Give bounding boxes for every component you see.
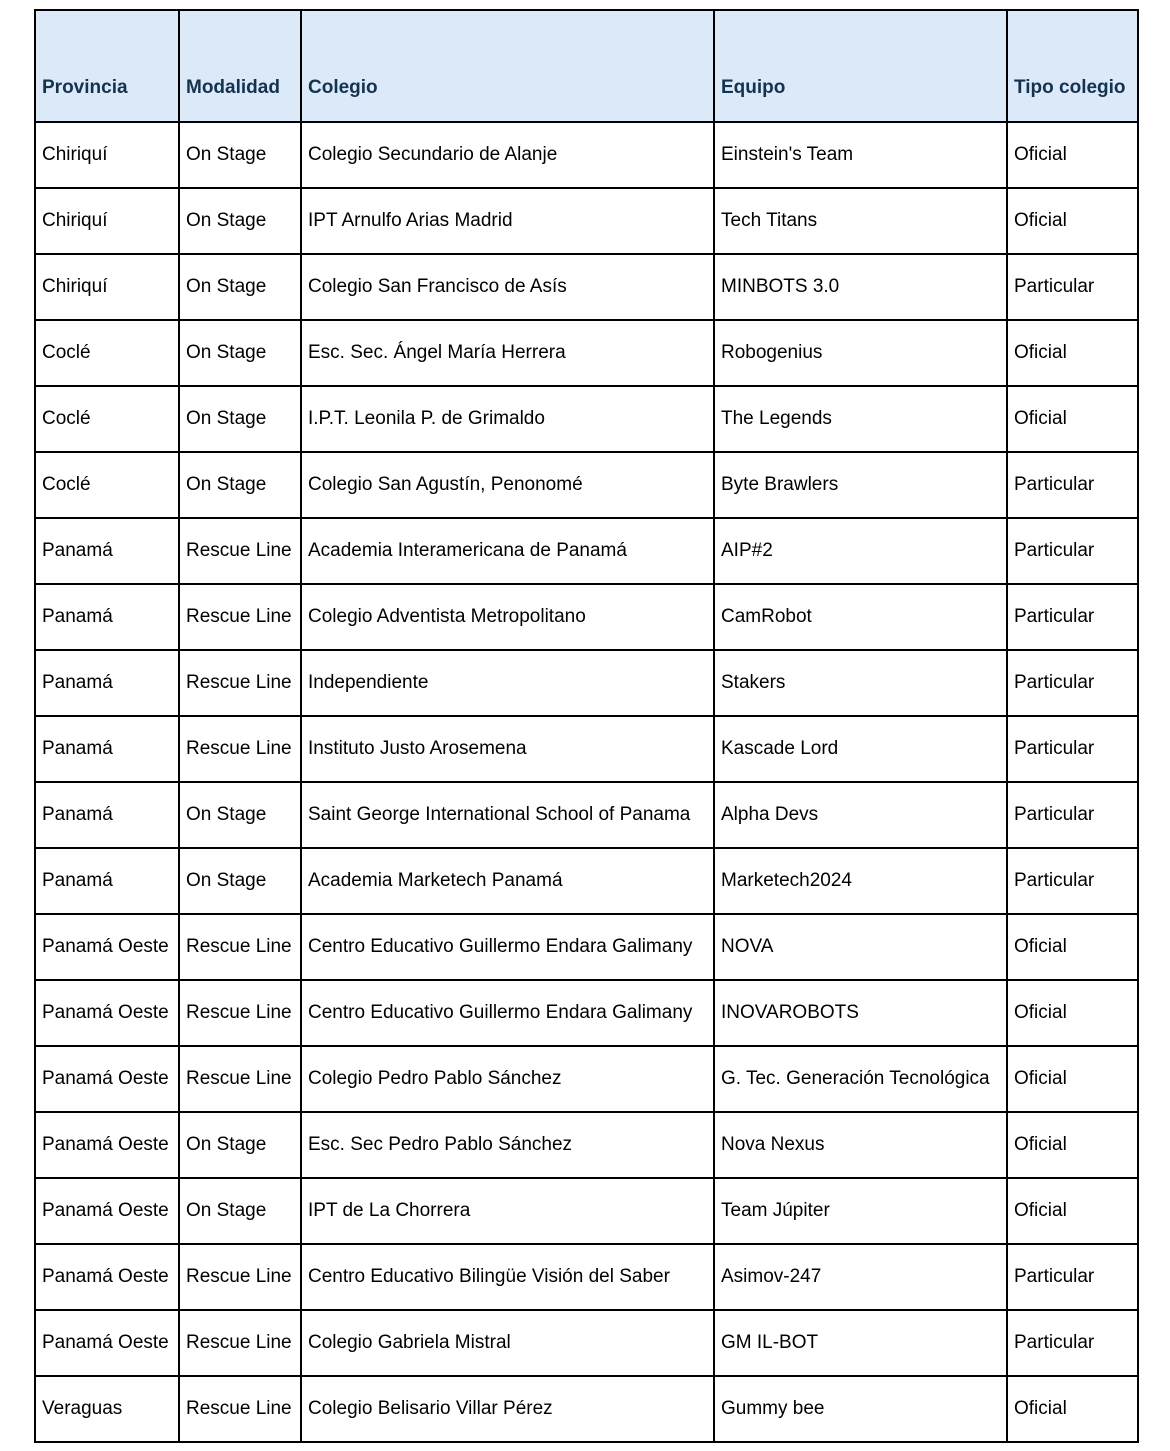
teams-table: [34, 9, 1139, 1443]
table-row: [35, 914, 1138, 980]
cell-tipo-colegio: Oficial: [1007, 320, 1138, 386]
table-row: [35, 1310, 1138, 1376]
cell-tipo-colegio: Oficial: [1007, 386, 1138, 452]
cell-provincia: Chiriquí: [35, 188, 179, 254]
cell-equipo: Kascade Lord: [714, 716, 1007, 782]
cell-modalidad: Rescue Line: [179, 1244, 301, 1310]
cell-colegio: Instituto Justo Arosemena: [301, 716, 714, 782]
cell-tipo-colegio: Oficial: [1007, 1112, 1138, 1178]
cell-colegio: Colegio Gabriela Mistral: [301, 1310, 714, 1376]
cell-equipo: NOVA: [714, 914, 1007, 980]
cell-tipo-colegio: Particular: [1007, 254, 1138, 320]
table-row: [35, 320, 1138, 386]
cell-colegio: Colegio Adventista Metropolitano: [301, 584, 714, 650]
table-row: [35, 254, 1138, 320]
cell-provincia: Panamá: [35, 584, 179, 650]
cell-modalidad: On Stage: [179, 122, 301, 188]
cell-tipo-colegio: Particular: [1007, 650, 1138, 716]
cell-colegio: Centro Educativo Guillermo Endara Galimany: [301, 914, 714, 980]
cell-modalidad: On Stage: [179, 452, 301, 518]
cell-equipo: AIP#2: [714, 518, 1007, 584]
cell-provincia: Coclé: [35, 320, 179, 386]
cell-tipo-colegio: Particular: [1007, 716, 1138, 782]
cell-modalidad: Rescue Line: [179, 1376, 301, 1442]
cell-colegio: Colegio Belisario Villar Pérez: [301, 1376, 714, 1442]
cell-provincia: Panamá: [35, 716, 179, 782]
cell-equipo: Team Júpiter: [714, 1178, 1007, 1244]
cell-tipo-colegio: Particular: [1007, 452, 1138, 518]
cell-provincia: Panamá Oeste: [35, 1046, 179, 1112]
cell-colegio: Colegio San Agustín, Penonomé: [301, 452, 714, 518]
table-row: [35, 122, 1138, 188]
cell-tipo-colegio: Particular: [1007, 1310, 1138, 1376]
table-row: [35, 188, 1138, 254]
table-row: [35, 1046, 1138, 1112]
cell-provincia: Panamá Oeste: [35, 1310, 179, 1376]
table-row: [35, 1178, 1138, 1244]
cell-equipo: Nova Nexus: [714, 1112, 1007, 1178]
cell-provincia: Coclé: [35, 386, 179, 452]
cell-equipo: Marketech2024: [714, 848, 1007, 914]
cell-colegio: IPT Arnulfo Arias Madrid: [301, 188, 714, 254]
table-row: [35, 1376, 1138, 1442]
cell-equipo: GM IL-BOT: [714, 1310, 1007, 1376]
column-header-provincia: Provincia: [35, 10, 179, 122]
cell-modalidad: Rescue Line: [179, 980, 301, 1046]
cell-modalidad: On Stage: [179, 254, 301, 320]
cell-equipo: Stakers: [714, 650, 1007, 716]
cell-modalidad: Rescue Line: [179, 518, 301, 584]
cell-equipo: Byte Brawlers: [714, 452, 1007, 518]
cell-colegio: Academia Marketech Panamá: [301, 848, 714, 914]
cell-tipo-colegio: Oficial: [1007, 914, 1138, 980]
cell-colegio: Saint George International School of Panama: [301, 782, 714, 848]
cell-modalidad: Rescue Line: [179, 914, 301, 980]
cell-colegio: Independiente: [301, 650, 714, 716]
cell-modalidad: On Stage: [179, 782, 301, 848]
cell-tipo-colegio: Oficial: [1007, 122, 1138, 188]
cell-colegio: Colegio Pedro Pablo Sánchez: [301, 1046, 714, 1112]
cell-tipo-colegio: Oficial: [1007, 1178, 1138, 1244]
cell-tipo-colegio: Particular: [1007, 782, 1138, 848]
table-row: [35, 518, 1138, 584]
cell-modalidad: Rescue Line: [179, 1310, 301, 1376]
cell-provincia: Panamá Oeste: [35, 980, 179, 1046]
cell-tipo-colegio: Oficial: [1007, 1376, 1138, 1442]
table-row: [35, 386, 1138, 452]
cell-modalidad: On Stage: [179, 320, 301, 386]
cell-provincia: Panamá: [35, 518, 179, 584]
cell-provincia: Chiriquí: [35, 122, 179, 188]
cell-equipo: INOVAROBOTS: [714, 980, 1007, 1046]
column-header-colegio: Colegio: [301, 10, 714, 122]
table-row: [35, 584, 1138, 650]
cell-provincia: Panamá Oeste: [35, 914, 179, 980]
table-row: [35, 1244, 1138, 1310]
table-body: [35, 122, 1138, 1442]
cell-equipo: The Legends: [714, 386, 1007, 452]
cell-modalidad: On Stage: [179, 1112, 301, 1178]
table-row: [35, 716, 1138, 782]
cell-provincia: Chiriquí: [35, 254, 179, 320]
cell-colegio: Colegio Secundario de Alanje: [301, 122, 714, 188]
cell-colegio: IPT de La Chorrera: [301, 1178, 714, 1244]
cell-modalidad: Rescue Line: [179, 584, 301, 650]
cell-modalidad: Rescue Line: [179, 1046, 301, 1112]
cell-provincia: Panamá Oeste: [35, 1112, 179, 1178]
table-row: [35, 452, 1138, 518]
cell-provincia: Panamá: [35, 782, 179, 848]
cell-tipo-colegio: Oficial: [1007, 1046, 1138, 1112]
cell-provincia: Panamá: [35, 848, 179, 914]
cell-provincia: Coclé: [35, 452, 179, 518]
header-row: [35, 10, 1138, 122]
cell-equipo: CamRobot: [714, 584, 1007, 650]
cell-tipo-colegio: Particular: [1007, 848, 1138, 914]
cell-equipo: MINBOTS 3.0: [714, 254, 1007, 320]
cell-provincia: Panamá Oeste: [35, 1244, 179, 1310]
cell-equipo: Tech Titans: [714, 188, 1007, 254]
cell-modalidad: On Stage: [179, 386, 301, 452]
cell-tipo-colegio: Particular: [1007, 518, 1138, 584]
cell-colegio: I.P.T. Leonila P. de Grimaldo: [301, 386, 714, 452]
cell-provincia: Panamá: [35, 650, 179, 716]
cell-modalidad: On Stage: [179, 1178, 301, 1244]
cell-modalidad: On Stage: [179, 188, 301, 254]
cell-colegio: Academia Interamericana de Panamá: [301, 518, 714, 584]
cell-modalidad: Rescue Line: [179, 650, 301, 716]
cell-equipo: Gummy bee: [714, 1376, 1007, 1442]
cell-tipo-colegio: Oficial: [1007, 980, 1138, 1046]
table-row: [35, 1112, 1138, 1178]
cell-modalidad: Rescue Line: [179, 716, 301, 782]
column-header-modalidad: Modalidad: [179, 10, 301, 122]
cell-colegio: Esc. Sec Pedro Pablo Sánchez: [301, 1112, 714, 1178]
cell-colegio: Esc. Sec. Ángel María Herrera: [301, 320, 714, 386]
cell-equipo: Robogenius: [714, 320, 1007, 386]
cell-equipo: G. Tec. Generación Tecnológica: [714, 1046, 1007, 1112]
cell-tipo-colegio: Particular: [1007, 1244, 1138, 1310]
cell-equipo: Einstein's Team: [714, 122, 1007, 188]
cell-colegio: Centro Educativo Bilingüe Visión del Saber: [301, 1244, 714, 1310]
cell-colegio: Centro Educativo Guillermo Endara Galimany: [301, 980, 714, 1046]
cell-modalidad: On Stage: [179, 848, 301, 914]
cell-provincia: Veraguas: [35, 1376, 179, 1442]
cell-equipo: Alpha Devs: [714, 782, 1007, 848]
table-row: [35, 848, 1138, 914]
cell-provincia: Panamá Oeste: [35, 1178, 179, 1244]
table-header: [35, 10, 1138, 122]
cell-colegio: Colegio San Francisco de Asís: [301, 254, 714, 320]
column-header-tipo-colegio: Tipo colegio: [1007, 10, 1138, 122]
table-row: [35, 980, 1138, 1046]
column-header-equipo: Equipo: [714, 10, 1007, 122]
cell-tipo-colegio: Particular: [1007, 584, 1138, 650]
cell-tipo-colegio: Oficial: [1007, 188, 1138, 254]
table-row: [35, 650, 1138, 716]
table-row: [35, 782, 1138, 848]
cell-equipo: Asimov-247: [714, 1244, 1007, 1310]
